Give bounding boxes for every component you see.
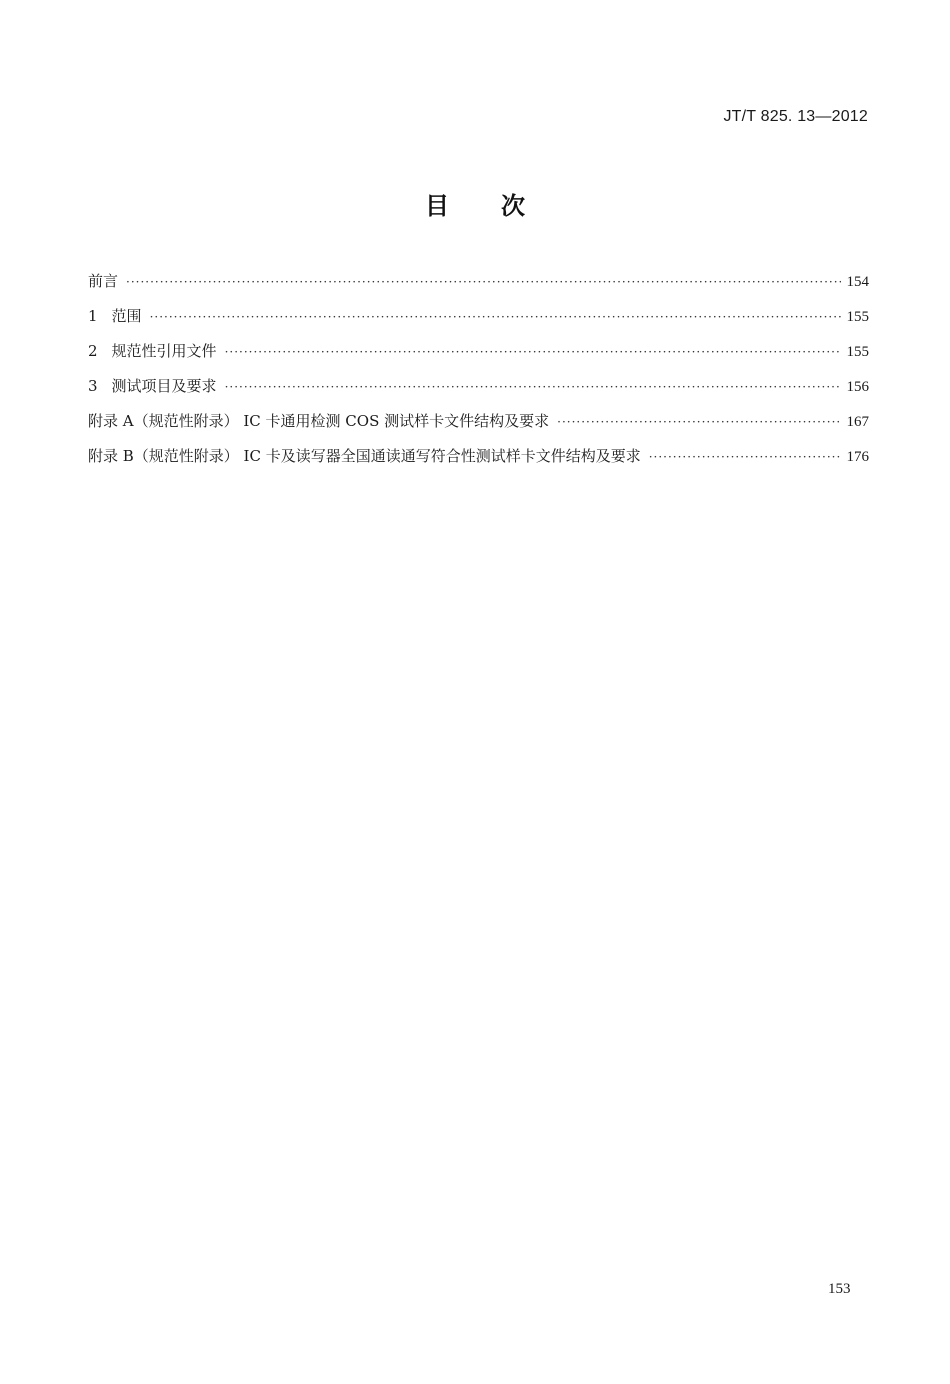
toc-entry-label: 测试项目及要求 <box>111 377 217 395</box>
toc-entry-number: 1 <box>88 307 98 325</box>
toc-entry-page: 176 <box>846 449 869 465</box>
dot-leader <box>225 380 841 394</box>
toc-entry-number: 2 <box>88 342 98 360</box>
toc-entry-label: 范围 <box>111 307 142 325</box>
dot-leader <box>126 275 840 289</box>
toc-entry-annex-b[interactable] <box>88 445 869 480</box>
toc-entry-label: 前言 <box>88 272 119 290</box>
toc-entry-foreword[interactable] <box>88 270 869 305</box>
toc-entry-scope[interactable] <box>88 305 869 340</box>
standard-code: JT/T 825. 13—2012 <box>723 108 868 125</box>
toc-entry-label: 附录 B（规范性附录） IC 卡及读写器全国通读通写符合性测试样卡文件结构及要求 <box>88 447 641 465</box>
toc-entry-normative-references[interactable] <box>88 340 869 375</box>
toc-entry-page: 156 <box>846 379 869 395</box>
dot-leader <box>225 345 841 359</box>
dot-leader <box>649 450 841 464</box>
toc-entry-number: 3 <box>88 377 98 395</box>
toc-entry-page: 155 <box>846 309 869 325</box>
table-of-contents <box>88 270 869 480</box>
toc-entry-page: 167 <box>846 414 869 430</box>
page-number: 153 <box>828 1281 851 1297</box>
toc-entry-page: 154 <box>846 274 869 290</box>
page-title: 目次 <box>425 192 577 220</box>
dot-leader <box>150 310 841 324</box>
toc-entry-test-items[interactable] <box>88 375 869 410</box>
toc-entry-label: 规范性引用文件 <box>111 342 217 360</box>
toc-entry-annex-a[interactable] <box>88 410 869 445</box>
dot-leader <box>557 415 840 429</box>
toc-entry-label: 附录 A（规范性附录） IC 卡通用检测 COS 测试样卡文件结构及要求 <box>88 412 550 430</box>
toc-entry-page: 155 <box>846 344 869 360</box>
